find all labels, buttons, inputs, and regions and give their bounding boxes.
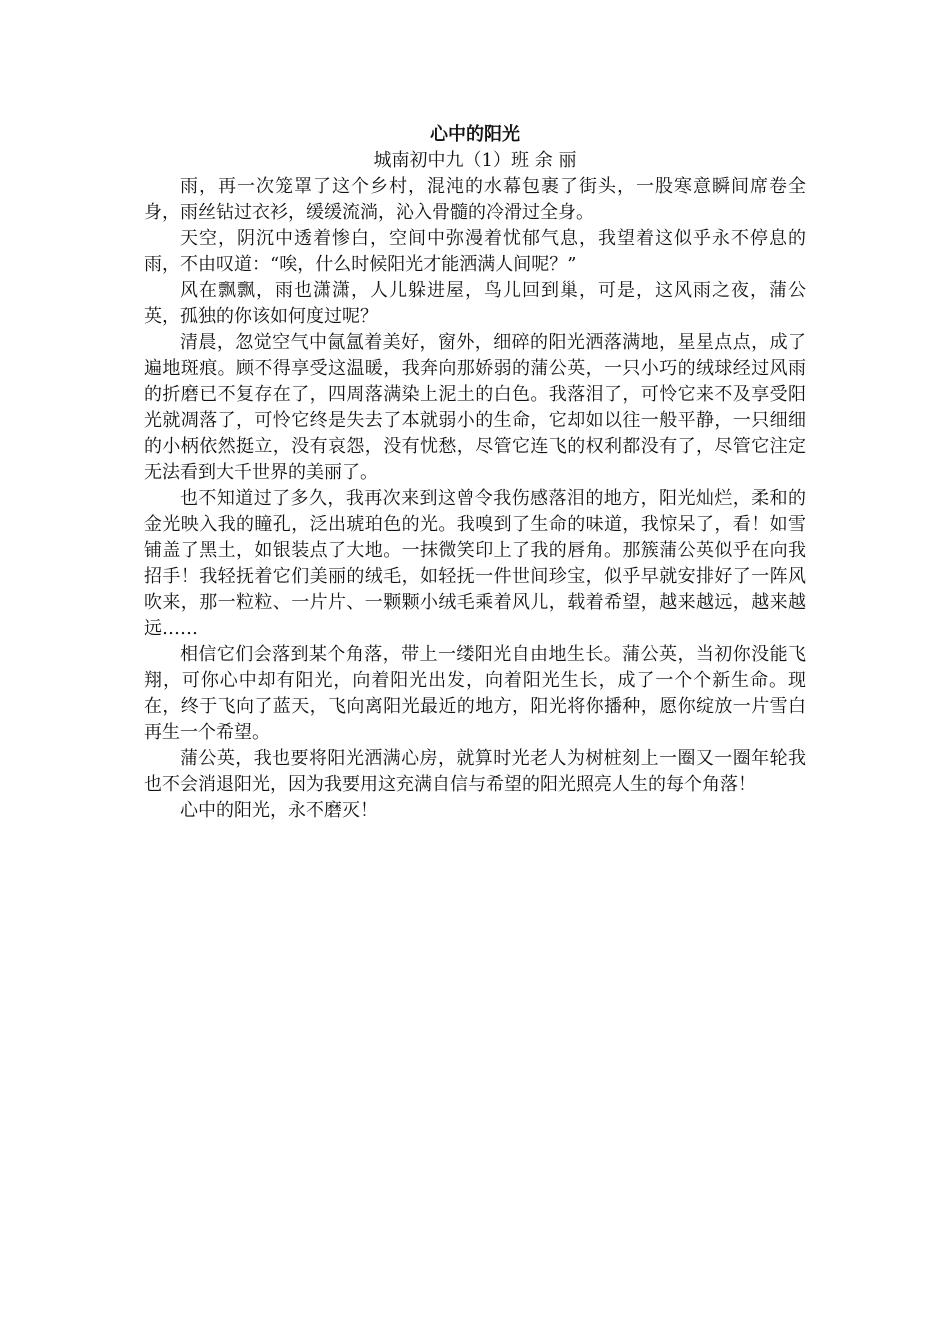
paragraph-4: 清晨，忽觉空气中氤氲着美好，窗外，细碎的阳光洒落满地，星星点点，成了遍地斑痕。顾不得享受这温暖，我奔向那娇弱的蒲公英，一只小巧的绒球经过风雨的折磨已不复存在了，四周落满染上泥土的白色。我落泪了，可怜它来不及享受阳光就凋落了，可怜它终是失去了本就弱小的生命，它却如以往一般平静，一只细细的小柄依然挺立，没有哀怨，没有忧愁，尽管它连飞的权利都没有了，尽管它注定无法看到大千世界的美丽了。 xyxy=(144,332,806,483)
paragraph-8: 心中的阳光，永不磨灭！ xyxy=(180,800,378,821)
paragraph-2: 天空，阴沉中透着惨白，空间中弥漫着忧郁气息，我望着这似乎永不停息的雨，不由叹道：“唉，什么时候阳光才能洒满人间呢？” xyxy=(144,228,806,275)
paragraph-5: 也不知道过了多久，我再次来到这曾令我伤感落泪的地方，阳光灿烂，柔和的金光映入我的瞳孔，泛出琥珀色的光。我嗅到了生命的味道，我惊呆了，看！如雪铺盖了黑土，如银装点了大地。一抹微笑印上了我的唇角。那簇蒲公英似乎在向我招手！我轻抚着它们美丽的绒毛，如轻抚一件世间珍宝，似乎早就安排好了一阵风吹来，那一粒粒、一片片、一颗颗小绒毛乘着风儿，载着希望，越来越远，越来越远…… xyxy=(144,488,806,639)
essay-title: 心中的阳光 xyxy=(430,124,520,145)
author-line: 城南初中九（1）班 余 丽 xyxy=(373,150,577,171)
paragraph-3: 风在飘飘，雨也潇潇，人儿躲进屋，鸟儿回到巢，可是，这风雨之夜，蒲公英，孤独的你该如何度过呢？ xyxy=(144,280,806,327)
paragraph-1: 雨，再一次笼罩了这个乡村，混沌的水幕包裹了街头，一股寒意瞬间席卷全身，雨丝钻过衣衫，缓缓流淌，沁入骨髓的冷滑过全身。 xyxy=(144,176,806,223)
essay-body xyxy=(144,122,806,824)
paragraph-7: 蒲公英，我也要将阳光洒满心房，就算时光老人为树桩刻上一圈又一圈年轮我也不会消退阳光，因为我要用这充满自信与希望的阳光照亮人生的每个角落！ xyxy=(144,748,806,795)
paragraph-6: 相信它们会落到某个角落，带上一缕阳光自由地生长。蒲公英，当初你没能飞翔，可你心中却有阳光，向着阳光出发，向着阳光生长，成了一个个新生命。现在，终于飞向了蓝天，飞向离阳光最近的地方，阳光将你播种，愿你绽放一片雪白再生一个希望。 xyxy=(144,644,806,743)
